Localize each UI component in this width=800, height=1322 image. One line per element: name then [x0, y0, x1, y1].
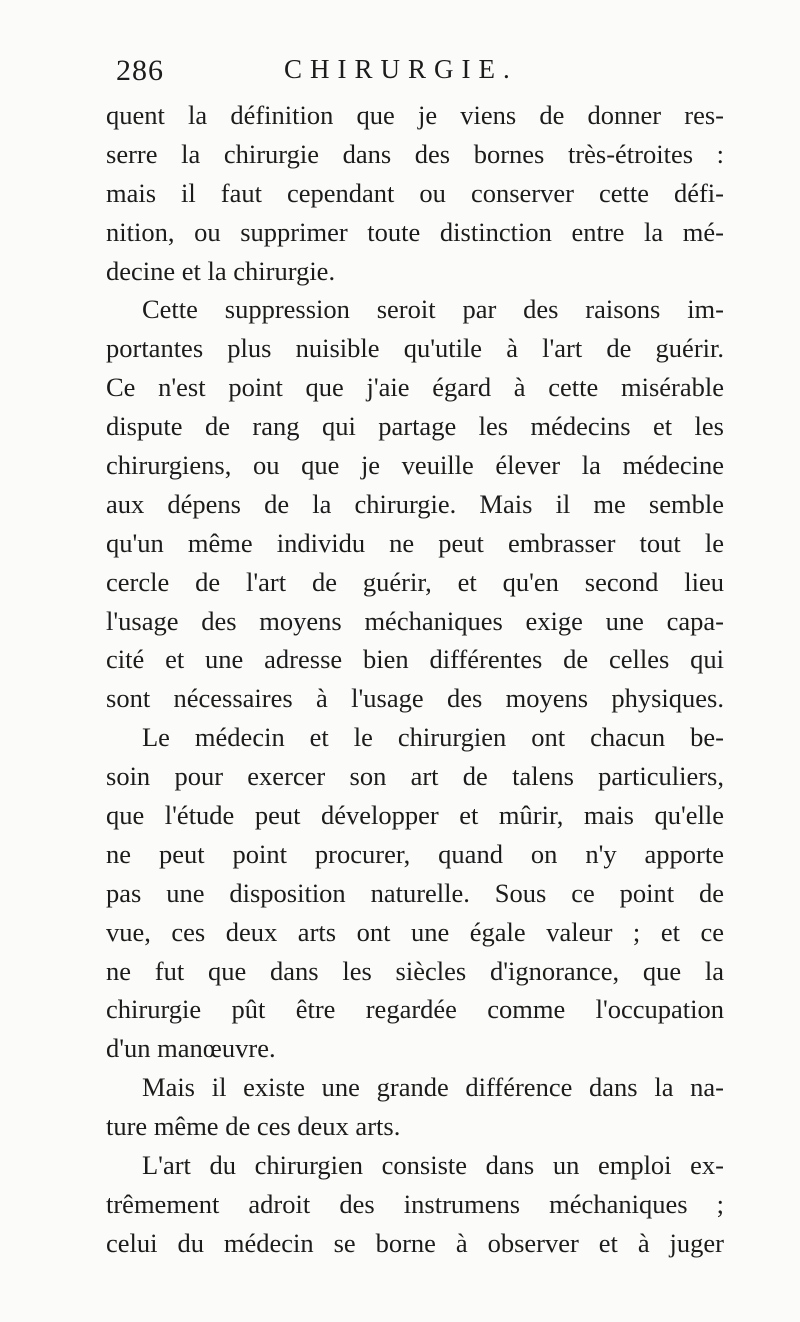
text-line: ne fut que dans les siècles d'ignorance, que la	[106, 955, 724, 986]
text-line: cercle de l'art de guérir, et qu'en second lieu	[106, 566, 724, 597]
text-line: sont nécessaires à l'usage des moyens physiques.	[106, 683, 724, 714]
text-line: cité et une adresse bien différentes de celles qui	[106, 644, 724, 675]
running-head: CHIRURGIE.	[284, 54, 518, 84]
text-line: Mais il existe une grande différence dans la na-	[142, 1072, 724, 1103]
text-line: L'art du chirurgien consiste dans un emploi ex-	[142, 1150, 724, 1181]
text-line: qu'un même individu ne peut embrasser tout le	[106, 527, 724, 558]
text-line: soin pour exercer son art de talens particuliers,	[106, 761, 724, 792]
text-line: pas une disposition naturelle. Sous ce point de	[106, 877, 724, 908]
page-header	[110, 50, 720, 94]
text-line: aux dépens de la chirurgie. Mais il me semble	[106, 488, 724, 519]
page-number: 286	[116, 54, 164, 87]
body-text	[106, 96, 724, 1263]
text-line: Le médecin et le chirurgien ont chacun be-	[142, 722, 724, 753]
text-line: nition, ou supprimer toute distinction entre la mé-	[106, 216, 724, 247]
text-line: decine et la chirurgie.	[106, 255, 336, 286]
text-line: quent la définition que je viens de donner res-	[106, 100, 724, 130]
text-line: portantes plus nuisible qu'utile à l'art de guérir.	[106, 333, 724, 364]
text-line: vue, ces deux arts ont une égale valeur ; et ce	[106, 916, 724, 947]
text-line: d'un manœuvre.	[106, 1033, 276, 1064]
text-line: Cette suppression seroit par des raisons im-	[142, 294, 724, 325]
text-line: chirurgiens, ou que je veuille élever la médecine	[106, 450, 724, 481]
text-line: mais il faut cependant ou conserver cette défi-	[106, 177, 724, 208]
text-line: ture même de ces deux arts.	[106, 1111, 401, 1142]
text-line: trêmement adroit des instrumens méchaniques ;	[106, 1188, 724, 1219]
text-line: celui du médecin se borne à observer et à juger	[106, 1227, 724, 1258]
text-line: dispute de rang qui partage les médecins et les	[106, 411, 724, 442]
text-line: ne peut point procurer, quand on n'y apporte	[106, 838, 724, 869]
text-line: serre la chirurgie dans des bornes très-étroites :	[106, 138, 724, 169]
text-line: Ce n'est point que j'aie égard à cette misérable	[106, 372, 724, 403]
text-line: l'usage des moyens méchaniques exige une capa-	[106, 605, 724, 636]
text-line: que l'étude peut développer et mûrir, mais qu'elle	[106, 800, 724, 831]
text-line: chirurgie pût être regardée comme l'occupation	[106, 994, 724, 1025]
